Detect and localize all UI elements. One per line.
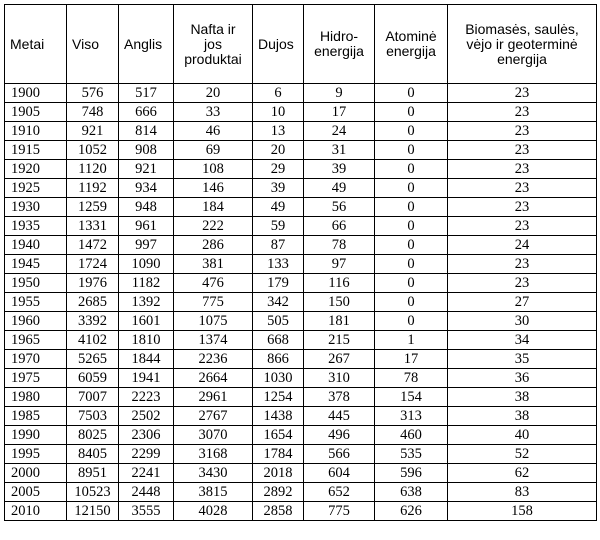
cell-viso: 4102 [67,331,119,350]
cell-nafta: 1374 [174,331,253,350]
cell-nafta: 2664 [174,369,253,388]
cell-anglis: 666 [119,103,174,122]
cell-hidro: 378 [304,388,375,407]
cell-atomine: 0 [375,312,448,331]
cell-biomase: 23 [448,217,597,236]
cell-atomine: 313 [375,407,448,426]
cell-year: 1925 [5,179,67,198]
cell-biomase: 38 [448,407,597,426]
table-row [5,122,597,141]
cell-biomase: 23 [448,141,597,160]
cell-anglis: 2502 [119,407,174,426]
cell-anglis: 908 [119,141,174,160]
cell-hidro: 116 [304,274,375,293]
table-row [5,312,597,331]
cell-atomine: 1 [375,331,448,350]
cell-biomase: 24 [448,236,597,255]
cell-anglis: 2448 [119,483,174,502]
cell-dujos: 13 [253,122,304,141]
cell-viso: 12150 [67,502,119,521]
cell-biomase: 36 [448,369,597,388]
cell-biomase: 30 [448,312,597,331]
table-row [5,217,597,236]
cell-anglis: 1392 [119,293,174,312]
cell-hidro: 215 [304,331,375,350]
table-row [5,198,597,217]
cell-biomase: 23 [448,274,597,293]
cell-nafta: 69 [174,141,253,160]
cell-year: 1990 [5,426,67,445]
cell-nafta: 3070 [174,426,253,445]
cell-dujos: 59 [253,217,304,236]
cell-nafta: 3168 [174,445,253,464]
cell-year: 1930 [5,198,67,217]
table-row [5,255,597,274]
cell-biomase: 27 [448,293,597,312]
cell-year: 1995 [5,445,67,464]
header-row [5,5,597,84]
table-row [5,141,597,160]
cell-hidro: 97 [304,255,375,274]
cell-hidro: 652 [304,483,375,502]
cell-dujos: 49 [253,198,304,217]
cell-viso: 3392 [67,312,119,331]
cell-biomase: 52 [448,445,597,464]
table-row [5,426,597,445]
cell-nafta: 2236 [174,350,253,369]
cell-viso: 6059 [67,369,119,388]
cell-atomine: 0 [375,274,448,293]
cell-hidro: 49 [304,179,375,198]
cell-nafta: 108 [174,160,253,179]
cell-atomine: 0 [375,255,448,274]
cell-dujos: 668 [253,331,304,350]
table-row [5,350,597,369]
cell-atomine: 0 [375,160,448,179]
cell-year: 2000 [5,464,67,483]
table-row [5,331,597,350]
header-hidroenergija: Hidro- energija [304,5,375,84]
cell-dujos: 1438 [253,407,304,426]
cell-viso: 8025 [67,426,119,445]
header-atomine: Atominė energija [375,5,448,84]
table-row [5,236,597,255]
cell-hidro: 445 [304,407,375,426]
cell-anglis: 2306 [119,426,174,445]
header-dujos: Dujos [253,5,304,84]
cell-dujos: 1254 [253,388,304,407]
table-row [5,407,597,426]
cell-hidro: 31 [304,141,375,160]
cell-atomine: 535 [375,445,448,464]
cell-nafta: 184 [174,198,253,217]
cell-atomine: 0 [375,122,448,141]
header-anglis: Anglis [119,5,174,84]
cell-year: 1965 [5,331,67,350]
header-viso: Viso [67,5,119,84]
cell-viso: 8405 [67,445,119,464]
cell-biomase: 23 [448,84,597,103]
cell-atomine: 0 [375,141,448,160]
cell-hidro: 150 [304,293,375,312]
cell-anglis: 1844 [119,350,174,369]
cell-dujos: 1784 [253,445,304,464]
cell-viso: 8951 [67,464,119,483]
cell-nafta: 2767 [174,407,253,426]
cell-hidro: 39 [304,160,375,179]
table-body [5,84,597,521]
cell-viso: 7007 [67,388,119,407]
cell-year: 1915 [5,141,67,160]
cell-biomase: 23 [448,160,597,179]
cell-dujos: 179 [253,274,304,293]
cell-viso: 10523 [67,483,119,502]
cell-viso: 1472 [67,236,119,255]
cell-atomine: 0 [375,217,448,236]
cell-atomine: 0 [375,179,448,198]
cell-year: 1975 [5,369,67,388]
cell-year: 2005 [5,483,67,502]
cell-atomine: 460 [375,426,448,445]
cell-dujos: 133 [253,255,304,274]
cell-biomase: 34 [448,331,597,350]
cell-dujos: 1654 [253,426,304,445]
cell-hidro: 604 [304,464,375,483]
cell-nafta: 20 [174,84,253,103]
cell-atomine: 638 [375,483,448,502]
cell-dujos: 866 [253,350,304,369]
cell-dujos: 29 [253,160,304,179]
cell-hidro: 9 [304,84,375,103]
cell-viso: 576 [67,84,119,103]
cell-nafta: 222 [174,217,253,236]
cell-anglis: 1090 [119,255,174,274]
cell-viso: 1052 [67,141,119,160]
cell-year: 1905 [5,103,67,122]
cell-anglis: 1810 [119,331,174,350]
table-row [5,274,597,293]
cell-nafta: 3430 [174,464,253,483]
cell-atomine: 17 [375,350,448,369]
cell-viso: 1976 [67,274,119,293]
cell-biomase: 35 [448,350,597,369]
cell-anglis: 934 [119,179,174,198]
cell-biomase: 83 [448,483,597,502]
cell-viso: 1192 [67,179,119,198]
cell-anglis: 997 [119,236,174,255]
energy-consumption-table [4,4,597,521]
cell-dujos: 10 [253,103,304,122]
cell-nafta: 46 [174,122,253,141]
cell-atomine: 596 [375,464,448,483]
cell-anglis: 1941 [119,369,174,388]
table-row [5,388,597,407]
header-metai: Metai [5,5,67,84]
cell-biomase: 40 [448,426,597,445]
cell-anglis: 814 [119,122,174,141]
cell-anglis: 517 [119,84,174,103]
cell-year: 1935 [5,217,67,236]
cell-atomine: 626 [375,502,448,521]
cell-nafta: 4028 [174,502,253,521]
table-row [5,369,597,388]
cell-hidro: 267 [304,350,375,369]
cell-biomase: 23 [448,179,597,198]
cell-anglis: 2241 [119,464,174,483]
header-nafta: Nafta ir jos produktai [174,5,253,84]
cell-viso: 748 [67,103,119,122]
cell-year: 1980 [5,388,67,407]
cell-hidro: 24 [304,122,375,141]
table-row [5,179,597,198]
cell-biomase: 23 [448,198,597,217]
cell-dujos: 2018 [253,464,304,483]
table-row [5,483,597,502]
cell-year: 1970 [5,350,67,369]
cell-hidro: 310 [304,369,375,388]
cell-atomine: 0 [375,236,448,255]
cell-year: 1940 [5,236,67,255]
cell-viso: 2685 [67,293,119,312]
cell-nafta: 1075 [174,312,253,331]
cell-year: 1950 [5,274,67,293]
cell-nafta: 381 [174,255,253,274]
cell-year: 2010 [5,502,67,521]
cell-year: 1900 [5,84,67,103]
cell-hidro: 181 [304,312,375,331]
cell-dujos: 39 [253,179,304,198]
cell-biomase: 38 [448,388,597,407]
table-row [5,84,597,103]
cell-nafta: 2961 [174,388,253,407]
cell-dujos: 2858 [253,502,304,521]
cell-year: 1945 [5,255,67,274]
cell-anglis: 2223 [119,388,174,407]
table-row [5,464,597,483]
table-row [5,445,597,464]
cell-atomine: 0 [375,84,448,103]
cell-viso: 7503 [67,407,119,426]
cell-anglis: 2299 [119,445,174,464]
cell-viso: 1120 [67,160,119,179]
cell-anglis: 948 [119,198,174,217]
cell-anglis: 961 [119,217,174,236]
cell-biomase: 23 [448,103,597,122]
cell-hidro: 566 [304,445,375,464]
cell-nafta: 33 [174,103,253,122]
header-biomase: Biomasės, saulės, vėjo ir geoterminė energija [448,5,597,84]
table-row [5,502,597,521]
cell-anglis: 1601 [119,312,174,331]
cell-atomine: 78 [375,369,448,388]
cell-atomine: 0 [375,293,448,312]
cell-nafta: 775 [174,293,253,312]
cell-year: 1960 [5,312,67,331]
cell-viso: 1724 [67,255,119,274]
cell-anglis: 1182 [119,274,174,293]
cell-viso: 921 [67,122,119,141]
cell-dujos: 505 [253,312,304,331]
table-row [5,103,597,122]
cell-dujos: 342 [253,293,304,312]
cell-anglis: 3555 [119,502,174,521]
cell-biomase: 23 [448,255,597,274]
cell-year: 1985 [5,407,67,426]
cell-year: 1910 [5,122,67,141]
cell-viso: 1259 [67,198,119,217]
cell-hidro: 56 [304,198,375,217]
cell-nafta: 476 [174,274,253,293]
cell-atomine: 154 [375,388,448,407]
cell-nafta: 286 [174,236,253,255]
cell-dujos: 2892 [253,483,304,502]
cell-hidro: 496 [304,426,375,445]
cell-hidro: 66 [304,217,375,236]
cell-dujos: 20 [253,141,304,160]
cell-biomase: 62 [448,464,597,483]
cell-hidro: 78 [304,236,375,255]
cell-dujos: 1030 [253,369,304,388]
cell-biomase: 158 [448,502,597,521]
table-row [5,160,597,179]
cell-anglis: 921 [119,160,174,179]
cell-viso: 1331 [67,217,119,236]
cell-nafta: 3815 [174,483,253,502]
cell-year: 1920 [5,160,67,179]
cell-atomine: 0 [375,198,448,217]
cell-biomase: 23 [448,122,597,141]
cell-viso: 5265 [67,350,119,369]
cell-dujos: 87 [253,236,304,255]
table-row [5,293,597,312]
cell-hidro: 17 [304,103,375,122]
cell-dujos: 6 [253,84,304,103]
cell-year: 1955 [5,293,67,312]
cell-nafta: 146 [174,179,253,198]
cell-atomine: 0 [375,103,448,122]
cell-hidro: 775 [304,502,375,521]
